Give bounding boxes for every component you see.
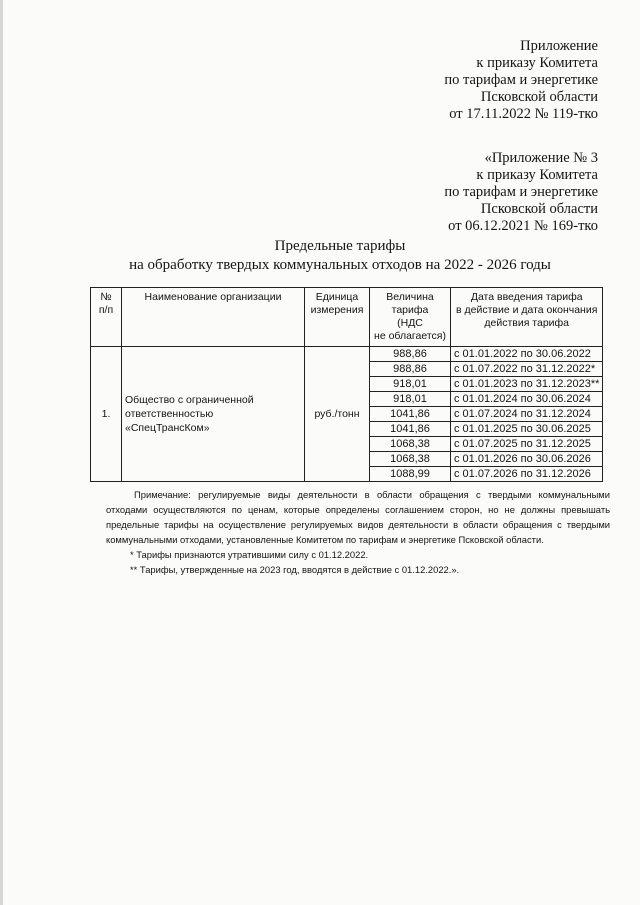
appendix-line: к приказу Комитета	[476, 55, 598, 71]
header-period: Дата введения тарифа в действие и дата окончания действия тарифа	[451, 288, 603, 347]
tariff-value: 1041,86	[370, 407, 451, 422]
tariff-period: с 01.01.2026 по 30.06.2026	[451, 452, 603, 467]
original-appendix-line: от 06.12.2021 № 169-тко	[448, 218, 598, 234]
tariff-value: 988,86	[370, 362, 451, 377]
footnote-2: ** Тарифы, утвержденные на 2023 год, вводятся в действие с 01.12.2022.».	[130, 564, 460, 575]
original-appendix-line: Псковской области	[480, 201, 598, 217]
appendix-line: от 17.11.2022 № 119-тко	[449, 106, 598, 122]
tariff-value: 918,01	[370, 392, 451, 407]
tariff-value: 1041,86	[370, 422, 451, 437]
appendix-line: по тарифам и энергетике	[444, 72, 598, 88]
tariff-period: с 01.07.2026 по 31.12.2026	[451, 467, 603, 482]
footnote-1: * Тарифы признаются утратившими силу с 01.12.2022.	[130, 549, 369, 560]
tariff-period: с 01.01.2025 по 30.06.2025	[451, 422, 603, 437]
unit-cell: руб./тонн	[305, 347, 370, 482]
tariff-value: 918,01	[370, 377, 451, 392]
tariff-period: с 01.01.2024 по 30.06.2024	[451, 392, 603, 407]
header-num: № п/п	[91, 288, 122, 347]
appendix-header	[444, 38, 598, 123]
document-subtitle: на обработку твердых коммунальных отходов на 2022 - 2026 годы	[129, 257, 551, 273]
tariff-period: с 01.07.2025 по 31.12.2025	[451, 437, 603, 452]
original-appendix-line: «Приложение № 3	[484, 150, 598, 166]
header-value: Величина тарифа (НДС не облагается)	[370, 288, 451, 347]
tariff-value: 1068,38	[370, 452, 451, 467]
original-appendix-header	[444, 150, 598, 235]
organization-line: Общество с ограниченной	[125, 394, 254, 406]
tariff-period: с 01.07.2024 по 31.12.2024	[451, 407, 603, 422]
table-row	[91, 347, 603, 362]
appendix-line: Псковской области	[480, 89, 598, 105]
organization-line: «СпецТрансКом»	[125, 422, 210, 434]
tariff-value: 1088,99	[370, 467, 451, 482]
tariff-period: с 01.01.2023 по 31.12.2023**	[451, 377, 603, 392]
notes-section	[106, 487, 610, 577]
header-organization: Наименование организации	[122, 288, 305, 347]
organization-cell	[122, 347, 305, 482]
appendix-line: Приложение	[520, 38, 598, 54]
tariff-period: с 01.07.2022 по 31.12.2022*	[451, 362, 603, 377]
tariff-value: 988,86	[370, 347, 451, 362]
row-number: 1.	[91, 347, 122, 482]
original-appendix-line: к приказу Комитета	[476, 167, 598, 183]
page-edge	[0, 0, 3, 905]
note-main: Примечание: регулируемые виды деятельности в области обращения с твердыми коммунальными отходами осуществляются по ценам, которые определены соглашением сторон, но не должны превышать предельные тарифы на осуществление регулируемых видов деятельности в области обращения с твердыми коммунальными отходами, установленные Комитетом по тарифам и энергетике Псковской области.	[106, 489, 610, 545]
tariff-period: с 01.01.2022 по 30.06.2022	[451, 347, 603, 362]
document-title: Предельные тарифы	[274, 238, 406, 254]
tariff-value: 1068,38	[370, 437, 451, 452]
tariff-table	[90, 287, 603, 482]
organization-line: ответственностью	[125, 408, 214, 420]
original-appendix-line: по тарифам и энергетике	[444, 184, 598, 200]
table-header-row	[91, 288, 603, 347]
header-unit: Единица измерения	[305, 288, 370, 347]
